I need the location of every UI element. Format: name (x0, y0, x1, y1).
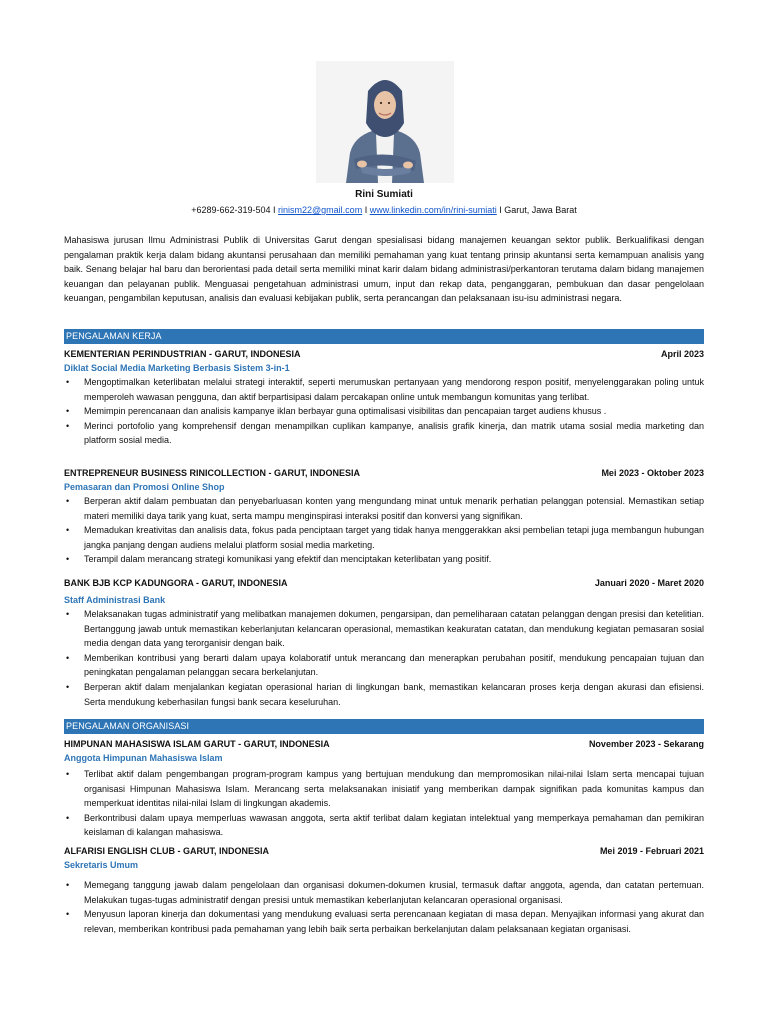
bullet-icon: • (66, 681, 70, 692)
entry-role: Sekretaris Umum (64, 860, 139, 870)
bullet-text: Melaksanakan tugas administratif yang melibatkan manajemen dokumen, pengarsipan, dan pemeliharaan catatan pelanggan dengan presisi dan ketelitian. Bertanggung jawab untuk memastikan keberlanjutan kelancaran operasional, memastikan keakuratan catatan, dan mendukung kegiatan pemasaran sosial media dengan data yang terorganisir dengan baik. (84, 609, 704, 649)
separator: I (362, 205, 370, 215)
bullet-text: Terlibat aktif dalam pengembangan program-program kampus yang bertujuan mendukung dan mempromosikan nilai-nilai Islam serta mencapai tujuan organisasi Himpunan Mahasiswa Islam. Merancang serta melaksanakan inisiatif yang memberikan dampak signifikan pada komunitas kampus dan memperkuat identitas nilai-nilai Islam di lingkungan akademis. (84, 769, 704, 809)
list-item (64, 523, 704, 552)
entry-date: Mei 2023 - Oktober 2023 (601, 468, 704, 478)
section-header-work: PENGALAMAN KERJA (64, 329, 704, 344)
bullet-icon: • (66, 880, 70, 890)
entry-role: Diklat Social Media Marketing Berbasis Sistem 3-in-1 (64, 363, 290, 373)
bullet-icon: • (66, 812, 70, 823)
entry-organization: KEMENTERIAN PERINDUSTRIAN - GARUT, INDONESIA (64, 349, 301, 359)
entry-header (64, 348, 704, 361)
list-item (64, 878, 704, 907)
bullet-icon: • (66, 496, 70, 506)
bullet-list (64, 494, 704, 567)
bullet-text: Mengoptimalkan keterlibatan melalui strategi interaktif, seperti merumuskan pertanyaan yang mendorong respon positif, menyelenggarakan poling untuk memperoleh wawasan pengguna, dan aktif berpartisipasi dalam percakapan online untuk membangun komunitas yang terlibat. (84, 377, 704, 402)
work-entry (64, 577, 704, 709)
bullet-list (64, 375, 704, 448)
location-text: Garut, Jawa Barat (504, 205, 577, 215)
bullet-text: Menyusun laporan kinerja dan dokumentasi yang mendukung evaluasi serta perencanaan kegiatan di masa depan. Menyajikan informasi yang akurat dan relevan, memberikan kontribusi pada pemahaman yang lebih baik serta perbaikan berkelanjutan dalam pelaksanaan kegiatan organisasi. (84, 909, 704, 934)
list-item (64, 419, 704, 448)
list-item (64, 404, 704, 419)
section-header-organization: PENGALAMAN ORGANISASI (64, 719, 704, 734)
entry-organization: BANK BJB KCP KADUNGORA - GARUT, INDONESIA (64, 578, 288, 588)
contact-line (64, 205, 704, 216)
linkedin-link[interactable]: www.linkedin.com/in/rini-sumiati (369, 205, 497, 215)
work-entry (64, 348, 704, 448)
list-item (64, 552, 704, 567)
list-item (64, 651, 704, 680)
bullet-icon: • (66, 652, 70, 663)
bullet-text: Berperan aktif dalam pembuatan dan penyebarluasan konten yang mengundang minat untuk menarik perhatian pelanggan potensial. Memastikan setiap materi memiliki daya tarik yang kuat, serta mampu menginspirasi interaksi positif dan konversi yang signifikan. (84, 496, 704, 521)
entry-role: Staff Administrasi Bank (64, 595, 166, 605)
organization-entry (64, 845, 704, 936)
entry-date: Januari 2020 - Maret 2020 (594, 578, 704, 588)
entry-header (64, 577, 704, 590)
separator: I (496, 205, 505, 215)
bullet-text: Terampil dalam merancang strategi komunikasi yang efektif dan menciptakan keterlibatan yang positif. (84, 554, 492, 565)
bullet-icon: • (66, 909, 70, 920)
bullet-icon: • (66, 609, 70, 619)
bullet-list (64, 767, 704, 840)
bullet-icon: • (66, 554, 70, 565)
entry-date: November 2023 - Sekarang (588, 739, 704, 749)
entry-role: Pemasaran dan Promosi Online Shop (64, 482, 225, 492)
bullet-icon: • (66, 420, 70, 431)
entry-organization: ALFARISI ENGLISH CLUB - GARUT, INDONESIA (64, 846, 270, 856)
bullet-list (64, 878, 704, 936)
list-item (64, 680, 704, 709)
bullet-icon: • (66, 406, 70, 417)
entry-header (64, 738, 704, 751)
profile-photo (316, 61, 454, 183)
profile-name: Rini Sumiati (355, 189, 413, 200)
separator: I (270, 205, 279, 215)
entry-organization: HIMPUNAN MAHASISWA ISLAM GARUT - GARUT, INDONESIA (64, 739, 330, 749)
work-entry (64, 467, 704, 567)
entry-header (64, 845, 704, 858)
email-link[interactable]: rinism22@gmail.com (278, 205, 363, 215)
list-item (64, 811, 704, 840)
entry-date: April 2023 (660, 349, 704, 359)
profile-summary: Mahasiswa jurusan Ilmu Administrasi Publik di Universitas Garut dengan spesialisasi bidang manajemen keuangan sektor publik. Berkualifikasi dengan pengalaman praktik kerja dalam bidang akuntansi perusahaan dan memiliki pemahaman yang kuat tentang prinsip akuntansi serta kemampuan analisis yang baik. Senang belajar hal baru dan berorientasi pada detail serta memiliki minat karir dalam bidang administrasi/perkantoran terutama dalam bidang manajemen keuangan dan pelayanan publik. Menguasai pengetahuan administrasi umum, input dan rekap data, penganggaran, pembukuan dan dasar pengelolaan keuangan, pengambilan keputusan, analisis dan evaluasi kebijakan publik, serta perancangan dan pelaksanaan isu-isu administrasi negara. (64, 235, 704, 304)
list-item (64, 607, 704, 651)
organization-entry (64, 738, 704, 840)
bullet-icon: • (66, 377, 70, 387)
list-item (64, 375, 704, 404)
bullet-text: Memegang tanggung jawab dalam pengelolaan dan organisasi dokumen-dokumen krusial, termasuk daftar anggota, agenda, dan catatan pertemuan. Melakukan tugas-tugas administratif dengan presisi untuk memastikan keberlanjutan kelancaran operasional organisasi. (84, 880, 704, 905)
entry-header (64, 467, 704, 480)
bullet-icon: • (66, 525, 70, 536)
phone-text: +6289-662-319-504 (191, 205, 271, 215)
list-item (64, 494, 704, 523)
bullet-icon: • (66, 769, 70, 779)
entry-organization: ENTREPRENEUR BUSINESS RINICOLLECTION - GARUT, INDONESIA (64, 468, 361, 478)
bullet-text: Berkontribusi dalam upaya memperluas wawasan anggota, serta aktif terlibat dalam kegiatan intelektual yang memperkaya pemahaman dan pemikiran keislaman di kalangan mahasiswa. (84, 812, 704, 838)
bullet-text: Memadukan kreativitas dan analisis data, fokus pada penciptaan target yang tidak hanya menggerakkan aksi pembelian tetapi juga membangun hubungan jangka panjang dengan audiens melalui platform sosial media marketing. (84, 525, 704, 550)
list-item (64, 907, 704, 936)
bullet-text: Memimpin perencanaan dan analisis kampanye iklan berbayar guna optimalisasi visibilitas dan pencapaian target audiens khusus . (84, 406, 607, 417)
bullet-text: Memberikan kontribusi yang berarti dalam upaya kolaboratif untuk merancang dan menerapkan perubahan positif, mendukung pencapaian tujuan dan peningkatan pengalaman pelanggan secara berkelanjutan. (84, 652, 704, 678)
list-item (64, 767, 704, 811)
bullet-text: Merinci portofolio yang komprehensif dengan menampilkan cuplikan kampanye, analisis grafik kinerja, dan matrik utama sosial media marketing dan platform sosial media. (84, 420, 704, 446)
bullet-text: Berperan aktif dalam menjalankan kegiatan operasional harian di lingkungan bank, memastikan kelancaran proses kerja dengan akurasi dan efisiensi. Serta mendukung keberhasilan fungsi bank secara keseluruhan. (84, 681, 704, 707)
entry-role: Anggota Himpunan Mahasiswa Islam (64, 753, 223, 763)
bullet-list (64, 607, 704, 709)
entry-date: Mei 2019 - Februari 2021 (599, 846, 704, 856)
portrait-photo-icon (316, 61, 454, 183)
